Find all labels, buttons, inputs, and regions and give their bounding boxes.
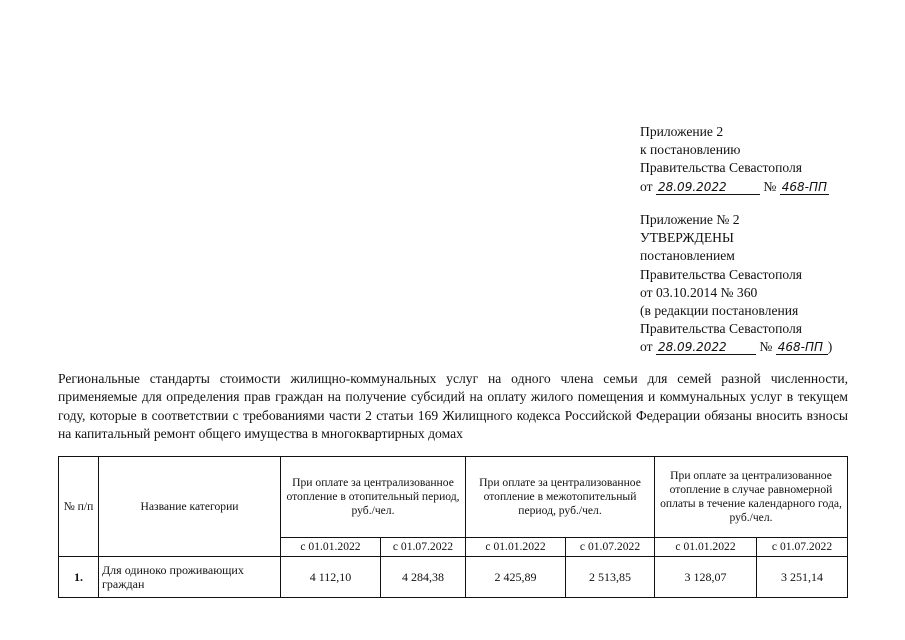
appendix-1-from-label: от [640,178,653,194]
subheader-date: с 01.01.2022 [655,538,757,557]
row-value: 2 513,85 [566,557,655,598]
header-category-name: Название категории [99,457,281,557]
subheader-date: с 01.01.2022 [466,538,566,557]
row-num: 1. [59,557,99,598]
subheader-date: с 01.07.2022 [757,538,848,557]
appendix-1-date-handwritten: 28.09.2022 [656,180,760,195]
subheader-date: с 01.07.2022 [381,538,466,557]
appendix-2-closing-paren: ) [827,339,833,355]
appendix-1-line3: Правительства Севастополя [640,160,803,176]
appendix-1-date-line [640,178,829,196]
appendix-1-header [640,123,829,196]
row-value: 4 112,10 [281,557,381,598]
table-header-row [59,457,848,538]
row-value: 2 425,89 [466,557,566,598]
header-group-heating-period: При оплате за централизованное отопление в отопительный период, руб./чел. [281,457,466,538]
appendix-1-number-label: № [763,178,777,194]
intro-paragraph: Региональные стандарты стоимости жилищно-коммунальных услуг на одного члена семьи для семей разной численности, применяемые для определения прав граждан на получение субсидий на оплату жилого помещения и коммунальных услуг в текущем году, которые в соответствии с требованиями части 2 статьи 169 Жилищного кодекса Российской Федерации обязаны вносить взносы на капитальный ремонт общего имущества в многоквартирных домах [58,371,848,441]
appendix-2-line6: (в редакции постановления [640,303,799,319]
appendix-2-line3: постановлением [640,248,735,264]
appendix-2-line7: Правительства Севастополя [640,321,803,337]
appendix-2-from-label: от [640,339,653,355]
appendix-2-header [640,211,832,357]
appendix-1-number-handwritten: 468-ПП [781,179,828,194]
appendix-2-line4: Правительства Севастополя [640,266,803,282]
appendix-1-line1: Приложение 2 [640,124,724,139]
subheader-date: с 01.01.2022 [281,538,381,557]
table-row [59,557,848,598]
header-group-uniform-payment: При оплате за централизованное отопление в случае равномерной оплаты в течение календарного года, руб./чел. [655,457,848,538]
subheader-date: с 01.07.2022 [566,538,655,557]
row-category-name: Для одиноко проживающих граждан [99,557,281,598]
row-value: 4 284,38 [381,557,466,598]
appendix-2-number-handwritten: 468-ПП [776,340,828,355]
appendix-2-number-label: № [759,339,773,355]
standards-table [58,456,848,598]
appendix-2-line2: УТВЕРЖДЕНЫ [640,230,734,246]
row-value: 3 251,14 [757,557,848,598]
row-value: 3 128,07 [655,557,757,598]
appendix-2-line5: от 03.10.2014 № 360 [640,284,758,300]
appendix-1-line2: к постановлению [640,142,741,158]
header-num: № п/п [59,457,99,557]
header-group-non-heating-period: При оплате за централизованное отопление в межотопительный период, руб./чел. [466,457,655,538]
appendix-2-date-handwritten: 28.09.2022 [656,340,756,355]
appendix-2-line1: Приложение № 2 [640,212,740,227]
appendix-2-date-line [640,338,832,356]
